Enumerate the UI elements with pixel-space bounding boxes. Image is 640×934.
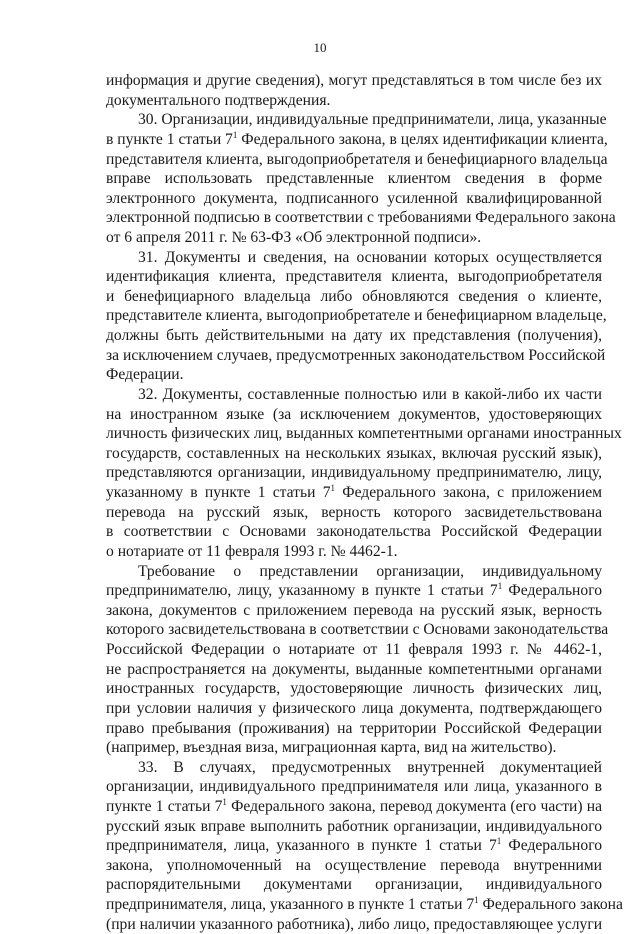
text-line: о нотариате от 11 февраля 1993 г. № 4462-1. <box>106 542 398 560</box>
text-line: за исключением случаев, предусмотренных законодательством Российской <box>106 346 606 364</box>
text-line: 30. Организации, индивидуальные предприниматели, лица, указанные <box>138 111 607 129</box>
text-line: 33. В случаях, предусмотренных внутренней документацией <box>138 758 602 776</box>
text-line: указанному в пункте 1 статьи $7^1$ Федерального закона, с приложением <box>106 483 602 501</box>
text-line: которого засвидетельствована в соответствии с Основами законодательства <box>106 621 609 639</box>
text-line: право пребывания (проживания) на территории Российской Федерации <box>106 719 602 737</box>
text-line: Федерации. <box>106 366 184 384</box>
text-line: вправе использовать представленные клиентом сведения в форме <box>106 170 602 188</box>
text-line: и бенефициарного владельца либо обновляются сведения о клиенте, <box>106 287 602 305</box>
text-line: личность физических лиц, выданных компетентными органами иностранных <box>106 425 622 443</box>
text-line: (при наличии указанного работника), либо лицо, предоставляющее услуги <box>106 915 603 933</box>
text-line: Требование о представлении организации, индивидуальному <box>138 562 602 580</box>
text-line: электронной подписью в соответствии с требованиями Федерального закона <box>106 209 616 227</box>
text-line: перевода на русский язык, верность которого засвидетельствована <box>106 503 602 521</box>
text-line: распорядительными документами организации, индивидуального <box>106 876 602 894</box>
text-line: идентификация клиента, представителя клиента, выгодоприобретателя <box>106 268 602 286</box>
text-line: 32. Документы, составленные полностью или в какой-либо их части <box>138 385 602 403</box>
text-line: электронного документа, подписанного усиленной квалифицированной <box>106 189 602 207</box>
text-line: 31. Документы и сведения, на основании которых осуществляется <box>138 248 602 266</box>
text-line: от 6 апреля 2011 г. № 63-ФЗ «Об электронной подписи». <box>106 229 482 246</box>
text-line: закона, документов с приложением перевода на русский язык, верность <box>106 601 602 619</box>
text-line: должны быть действительными на дату их представления (получения), <box>106 327 602 345</box>
text-line: не распространяется на документы, выданные компетентными органами <box>106 660 602 678</box>
text-line: на иностранном языке (за исключением документов, удостоверяющих <box>106 405 602 423</box>
text-line: Российской Федерации о нотариате от 11 февраля 1993 г. № 4462-1, <box>106 641 602 658</box>
text-line: иностранных государств, удостоверяющие личность физических лиц, <box>106 680 602 698</box>
text-line: представителе клиента, выгодоприобретателе и бенефициарном владельце, <box>106 307 607 325</box>
text-line: представляются организации, индивидуальному предпринимателю, лицу, <box>106 464 602 482</box>
text-line: предпринимателя, лица, указанного в пункте 1 статьи $7^1$ Федерального <box>106 836 603 855</box>
text-line: в соответствии с Основами законодательства Российской Федерации <box>106 523 602 541</box>
text-line: русский язык вправе выполнить работник организации, индивидуального <box>106 817 602 835</box>
text-line: пункте 1 статьи $7^1$ Федерального закона, перевод документа (его части) на <box>106 796 602 815</box>
text-line: информация и другие сведения), могут представляться в том числе без их <box>106 72 602 89</box>
text-line: предпринимателя, лица, указанного в пункте 1 статьи $7^1$ Федерального закона <box>106 895 623 913</box>
page-number: 10 <box>313 40 327 55</box>
text-line: закона, уполномоченный на осуществление перевода внутренними <box>106 856 602 874</box>
text-line: представителя клиента, выгодоприобретателя и бенефициарного владельца <box>106 150 608 168</box>
text-line: предпринимателю, лицу, указанному в пункте 1 статьи $7^1$ Федерального <box>106 581 603 600</box>
text-line: документального подтверждения. <box>106 91 331 109</box>
text-line: организации, индивидуального предпринимателя или лица, указанного в <box>106 778 602 796</box>
text-line: при условии наличия у физического лица документа, подтверждающего <box>106 699 602 717</box>
text-line: в пункте 1 статьи $7^1$ Федерального закона, в целях идентификации клиента, <box>106 129 608 148</box>
text-line: (например, въездная виза, миграционная карта, вид на жительство). <box>106 739 557 757</box>
text-line: государств, составленных на нескольких языках, включая русский язык), <box>106 444 602 462</box>
